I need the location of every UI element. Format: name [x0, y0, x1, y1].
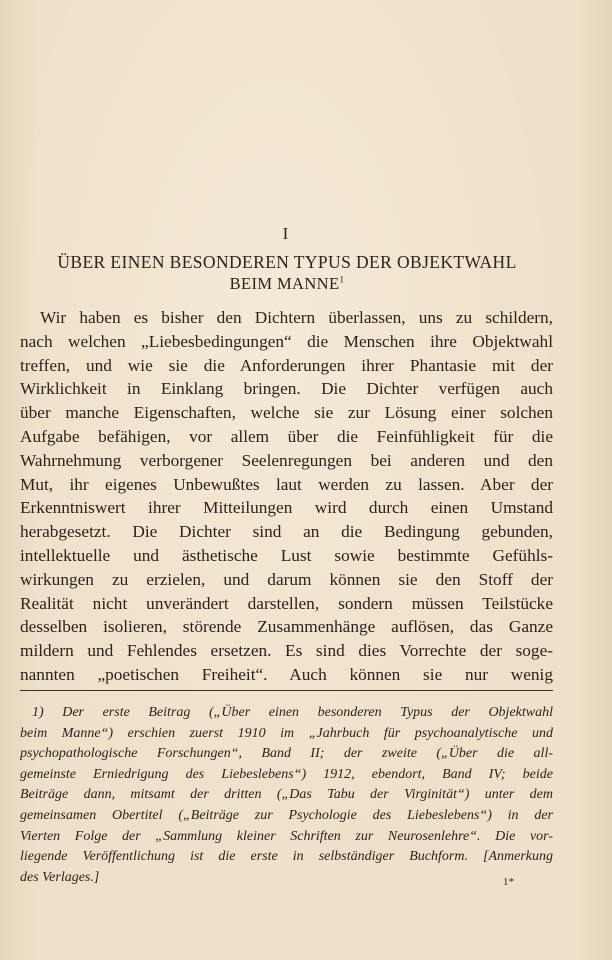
- body-line: nach welchen „Liebesbedingungen“ die Menschen ihre Objektwahl: [20, 331, 553, 351]
- footnote-line: beim Manne“) erschien zuerst 1910 im „Jahrbuch für psychoanalytische und: [20, 725, 553, 741]
- body-line: herabgesetzt. Die Dichter sind an die Bedingung gebunden,: [20, 522, 553, 542]
- footnote-line: Beiträge dann, mitsamt der dritten („Das Tabu der Virginität“) unter dem: [20, 787, 553, 803]
- body-line: intellektuelle und ästhetische Lust sowie bestimmte Gefühls-: [20, 545, 553, 565]
- chapter-number: I: [282, 224, 290, 243]
- chapter-title-line-2: BEIM MANNE: [229, 274, 340, 293]
- title-footnote-marker: 1: [339, 274, 345, 285]
- body-line: Wirklichkeit in Einklang bringen. Die Dichter verfügen auch: [20, 379, 553, 399]
- body-line: Realität nicht unverändert darstellen, sondern müssen Teilstücke: [20, 593, 553, 613]
- footnote-line: gemeinsamen Obertitel („Beiträge zur Psychologie des Liebeslebens“) in der: [20, 807, 553, 823]
- footnote-line: liegende Veröffentlichung ist die erste in selbständiger Buchform. [Anmerkung: [20, 849, 553, 865]
- body-line: Aufgabe befähigen, vor allem über die Feinfühligkeit für die: [20, 426, 553, 446]
- signature-mark: 1*: [503, 876, 514, 888]
- body-line: Wir haben es bisher den Dichtern überlassen, uns zu schildern,: [40, 308, 553, 327]
- chapter-title: [20, 251, 554, 295]
- chapter-title-line-1: ÜBER EINEN BESONDEREN TYPUS DER OBJEKTWAHL: [57, 252, 517, 272]
- footnote-line: psychopathologische Forschungen“, Band II; der zweite („Über die all-: [20, 746, 553, 762]
- body-line: Wahrnehmung verborgener Seelenregungen bei anderen und den: [20, 450, 553, 470]
- footnote-line: 1) Der erste Beitrag („Über einen besonderen Typus der Objektwahl: [32, 705, 553, 720]
- body-line: wirkungen zu erzielen, und darum können sie den Stoff der: [20, 569, 553, 589]
- body-text: [20, 306, 553, 687]
- footnote-line: gemeinste Erniedrigung des Liebeslebens“) 1912, ebendort, Band IV; beide: [20, 766, 553, 782]
- footnote-line: des Verlages.]: [20, 869, 100, 885]
- body-line: über manche Eigenschaften, welche sie zur Lösung einer solchen: [20, 403, 553, 423]
- body-line: Mut, ihr eigenes Unbewußtes laut werden zu lassen. Aber der: [20, 474, 553, 494]
- body-line: mildern und Fehlendes ersetzen. Es sind dies Vorrechte der soge-: [20, 641, 553, 661]
- chapter-title-line-2-wrap: [20, 273, 554, 295]
- body-line: Erkenntniswert ihrer Mitteilungen wird durch einen Umstand: [20, 498, 553, 518]
- footnote: [20, 703, 553, 888]
- body-line: desselben isolieren, störende Zusammenhänge auflösen, das Ganze: [20, 617, 553, 637]
- footnote-divider: [20, 690, 553, 691]
- body-line: nannten „poetischen Freiheit“. Auch können sie nur wenig: [20, 664, 553, 684]
- body-line: treffen, und wie sie die Anforderungen ihrer Phantasie mit der: [20, 355, 553, 375]
- footnote-line: Vierten Folge der „Sammlung kleiner Schriften zur Neurosenlehre“. Die vor-: [20, 828, 553, 844]
